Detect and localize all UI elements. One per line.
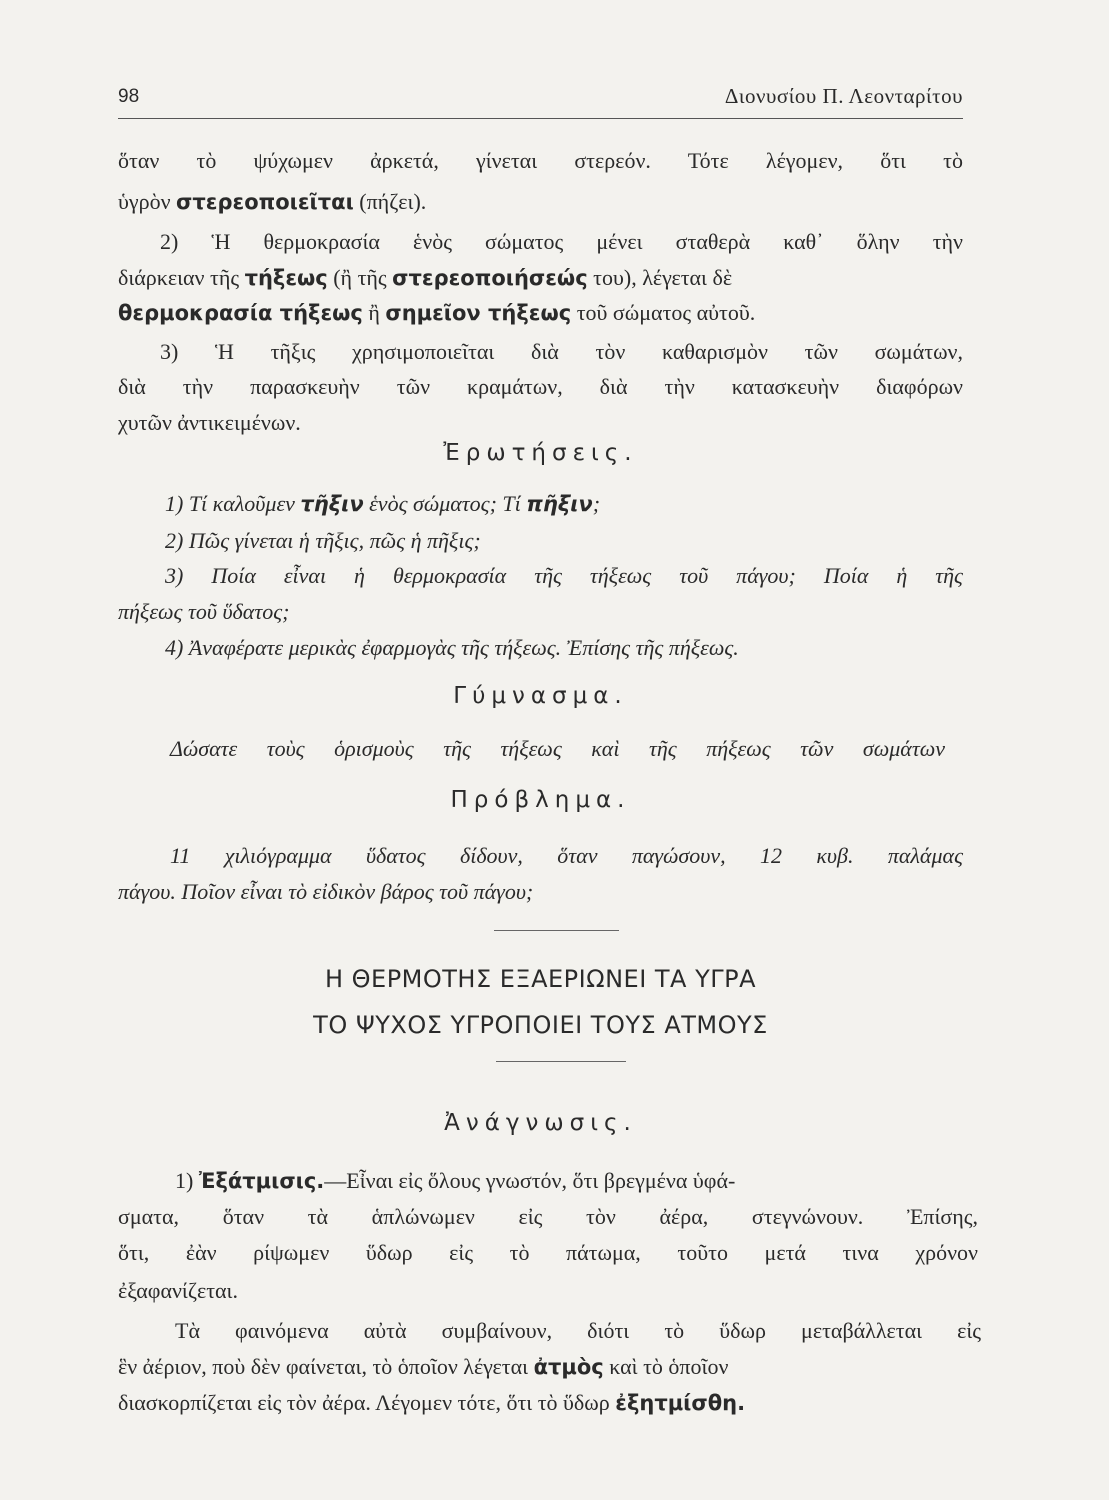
exercise-text: Δώσατε τοὺς ὁρισμοὺς τῆς τήξεως καὶ τῆς πήξεως τῶν σωμάτων [170, 736, 945, 761]
body-line [118, 302, 755, 324]
chapter-title-line2: ΤΟ ΨΥΧΟΣ ΥΓΡΟΠΟΙΕΙ ΤΟΥΣ ΑΤΜΟΥΣ [313, 1011, 768, 1039]
bold-term: ἀτμὸς [533, 1355, 604, 1379]
body-line [118, 267, 732, 289]
body-line: ὅταν τὸ ψύχωμεν ἀρκετά, γίνεται στερεόν. Τότε λέγομεν, ὅτι τὸ [118, 148, 963, 173]
bold-term: στερεοποιήσεώς [392, 266, 588, 290]
text-run: (πήζει). [353, 189, 427, 214]
text-run: ἓν ἀέριον, ποὺ δὲν φαίνεται, τὸ ὁποῖον λέγεται [118, 1354, 534, 1379]
problem-line: πάγου. Ποῖον εἶναι τὸ εἰδικὸν βάρος τοῦ πάγου; [118, 879, 534, 904]
text-run: —Εἶναι εἰς ὅλους γνωστόν, ὅτι βρεγμένα ὑφά- [324, 1168, 736, 1193]
text-run: 1) Τί καλοῦμεν [165, 491, 301, 516]
text-run: ἑνὸς σώματος; Τί [363, 491, 527, 516]
problem-line: 11 χιλιόγραμμα ὕδατος δίδουν, ὅταν παγώσουν, 12 κυβ. παλάμας [170, 843, 963, 868]
section-heading-problem: Πρόβλημα. [450, 787, 631, 813]
text-run: ὑγρὸν [118, 189, 177, 214]
text-run: τοῦ σώματος αὐτοῦ. [571, 300, 756, 325]
reading-line [118, 1356, 728, 1378]
divider [494, 930, 619, 931]
question-line [165, 493, 600, 515]
text-run: ; [592, 491, 601, 516]
page-number: 98 [118, 86, 140, 107]
divider [496, 1061, 626, 1062]
bold-term: πῆξιν [526, 492, 593, 516]
body-line: 3) Ἡ τῆξις χρησιμοποιεῖται διὰ τὸν καθαρισμὸν τῶν σωμάτων, [160, 339, 963, 364]
reading-line: σματα, ὅταν τὰ ἁπλώνωμεν εἰς τὸν ἀέρα, στεγνώνουν. Ἐπίσης, [118, 1204, 978, 1229]
question-line: 3) Ποία εἶναι ἡ θερμοκρασία τῆς τήξεως τοῦ πάγου; Ποία ἡ τῆς [165, 563, 963, 588]
bold-term: τῆξιν [300, 492, 364, 516]
question-line: πήξεως τοῦ ὕδατος; [118, 599, 290, 624]
reading-line [175, 1170, 735, 1192]
text-run: διασκορπίζεται εἰς τὸν ἀέρα. Λέγομεν τότε, ὅτι τὸ ὕδωρ [118, 1390, 616, 1415]
text-run: διάρκειαν τῆς [118, 265, 245, 290]
bold-term: Ἐξάτμισις. [198, 1169, 325, 1193]
bold-term: τήξεως [244, 266, 328, 290]
bold-term: θερμοκρασία τήξεως [118, 301, 363, 325]
reading-line: ὅτι, ἐὰν ρίψωμεν ὕδωρ εἰς τὸ πάτωμα, τοῦτο μετά τινα χρόνον [118, 1240, 978, 1265]
page-header [118, 78, 963, 119]
reading-line: Τὰ φαινόμενα αὐτὰ συμβαίνουν, διότι τὸ ὕδωρ μεταβάλλεται εἰς [175, 1318, 981, 1343]
question-line: 2) Πῶς γίνεται ἡ τῆξις, πῶς ἡ πῆξις; [165, 528, 481, 553]
body-line: διὰ τὴν παρασκευὴν τῶν κραμάτων, διὰ τὴν κατασκευὴν διαφόρων [118, 374, 963, 399]
section-heading-reading: Ἀνάγνωσις. [444, 1110, 637, 1136]
body-line: χυτῶν ἀντικειμένων. [118, 410, 301, 435]
text-run: καὶ τὸ ὁποῖον [603, 1354, 729, 1379]
text-run: 1) [175, 1168, 199, 1193]
body-line [118, 191, 426, 213]
body-line: 2) Ἡ θερμοκρασία ἑνὸς σώματος μένει σταθερὰ καθ᾽ ὅλην τὴν [160, 229, 963, 254]
text-run: ἢ [362, 300, 386, 325]
bold-term: ἐξητμίσθη. [615, 1391, 746, 1415]
running-head: Διονυσίου Π. Λεονταρίτου [724, 84, 963, 108]
section-heading-questions: Ἐρωτήσεις. [443, 440, 638, 466]
bold-term: σημεῖον τήξεως [385, 301, 572, 325]
text-run: του), λέγεται δὲ [587, 265, 733, 290]
reading-line [118, 1392, 745, 1414]
bold-term: στερεοποιεῖται [176, 190, 354, 214]
question-line: 4) Ἀναφέρατε μερικὰς ἐφαρμογὰς τῆς τήξεως. Ἐπίσης τῆς πήξεως. [165, 635, 739, 660]
text-run: (ἢ τῆς [327, 265, 393, 290]
chapter-title-line1: Η ΘΕΡΜΟΤΗΣ ΕΞΑΕΡΙΩΝΕΙ ΤΑ ΥΓΡΑ [324, 965, 757, 993]
reading-line: ἐξαφανίζεται. [118, 1278, 238, 1303]
section-heading-exercise: Γύμνασμα. [453, 683, 628, 709]
